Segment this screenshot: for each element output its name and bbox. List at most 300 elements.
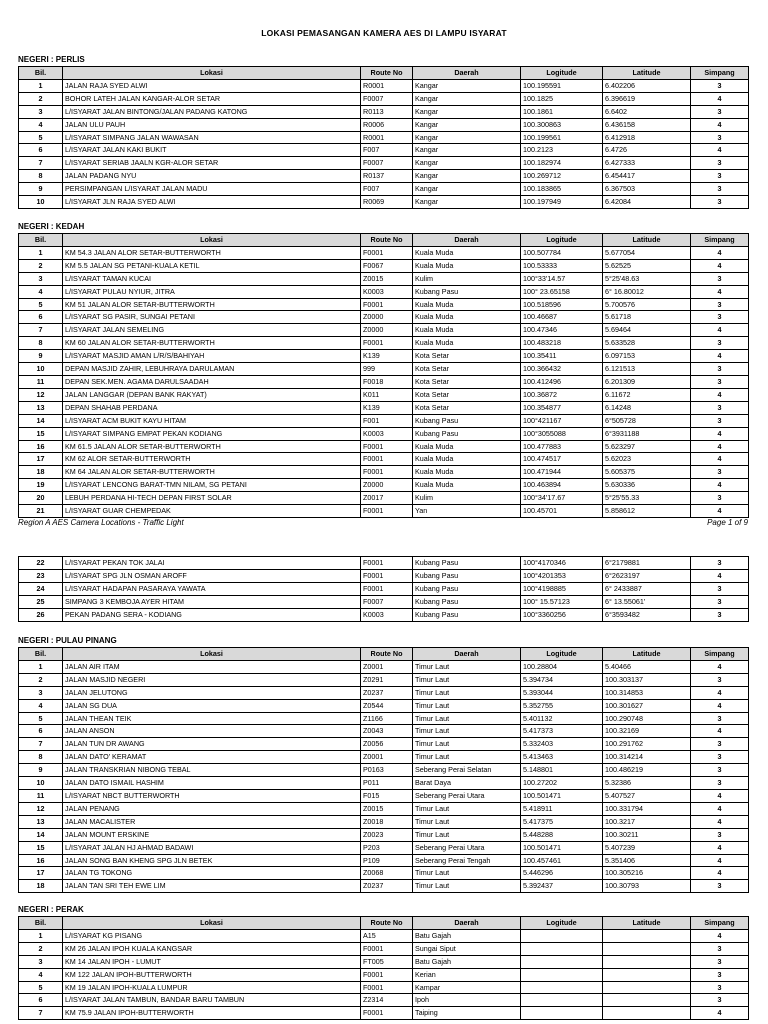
cell-simpang: 3 bbox=[691, 981, 749, 994]
cell-route-no: F0067 bbox=[361, 259, 413, 272]
cell-bil: 3 bbox=[19, 105, 63, 118]
cell-bil: 14 bbox=[19, 414, 63, 427]
column-header-lokasi: Lokasi bbox=[63, 234, 361, 247]
table-row bbox=[19, 686, 749, 699]
table-row bbox=[19, 994, 749, 1007]
cell-lokasi: DEPAN MASJID ZAHIR, LEBUHRAYA DARULAMAN bbox=[63, 363, 361, 376]
cell-latitude bbox=[603, 955, 691, 968]
table-row bbox=[19, 867, 749, 880]
cell-bil: 8 bbox=[19, 170, 63, 183]
cell-longitude: 100.53333 bbox=[521, 259, 603, 272]
column-header-bil: Bil. bbox=[19, 234, 63, 247]
table-row bbox=[19, 660, 749, 673]
cell-route-no: F0001 bbox=[361, 981, 413, 994]
cell-route-no: R0137 bbox=[361, 170, 413, 183]
cell-simpang: 3 bbox=[691, 337, 749, 350]
cell-daerah: Kuala Muda bbox=[413, 440, 521, 453]
cell-lokasi: JALAN AIR ITAM bbox=[63, 660, 361, 673]
cell-daerah: Timur Laut bbox=[413, 815, 521, 828]
table-row bbox=[19, 699, 749, 712]
column-header-longitude: Logitude bbox=[521, 234, 603, 247]
location-table bbox=[18, 233, 749, 518]
cell-lokasi: LEBUH PERDANA HI-TECH DEPAN FIRST SOLAR bbox=[63, 492, 361, 505]
cell-longitude bbox=[521, 942, 603, 955]
cell-daerah: Timur Laut bbox=[413, 660, 521, 673]
cell-daerah: Kota Setar bbox=[413, 375, 521, 388]
column-header-longitude: Logitude bbox=[521, 67, 603, 80]
cell-bil: 17 bbox=[19, 867, 63, 880]
cell-bil: 26 bbox=[19, 608, 63, 621]
cell-bil: 20 bbox=[19, 492, 63, 505]
cell-lokasi: JALAN THEAN TEIK bbox=[63, 712, 361, 725]
cell-route-no: Z0015 bbox=[361, 272, 413, 285]
cell-route-no: FT005 bbox=[361, 955, 413, 968]
cell-longitude: 100.1825 bbox=[521, 92, 603, 105]
cell-daerah: Kangar bbox=[413, 144, 521, 157]
table-row bbox=[19, 505, 749, 518]
cell-lokasi: JALAN MACALISTER bbox=[63, 815, 361, 828]
cell-latitude bbox=[603, 1007, 691, 1020]
cell-daerah: Kulim bbox=[413, 272, 521, 285]
column-header-simpang: Simpang bbox=[691, 234, 749, 247]
cell-latitude: 6° 13.55061' bbox=[603, 595, 691, 608]
cell-route-no: F001 bbox=[361, 414, 413, 427]
cell-bil: 9 bbox=[19, 183, 63, 196]
cell-daerah: Timur Laut bbox=[413, 867, 521, 880]
cell-latitude: 6.396619 bbox=[603, 92, 691, 105]
cell-route-no: P109 bbox=[361, 854, 413, 867]
negeri-heading: NEGERI : PERAK bbox=[18, 905, 84, 914]
cell-lokasi: JALAN LANGGAR (DEPAN BANK RAKYAT) bbox=[63, 388, 361, 401]
cell-daerah: Kubang Pasu bbox=[413, 414, 521, 427]
cell-daerah: Kangar bbox=[413, 79, 521, 92]
cell-daerah: Batu Gajah bbox=[413, 955, 521, 968]
cell-simpang: 4 bbox=[691, 699, 749, 712]
cell-daerah: Seberang Perai Utara bbox=[413, 841, 521, 854]
cell-simpang: 3 bbox=[691, 968, 749, 981]
cell-bil: 15 bbox=[19, 427, 63, 440]
cell-bil: 1 bbox=[19, 246, 63, 259]
table-row bbox=[19, 285, 749, 298]
cell-latitude: 6.367503 bbox=[603, 183, 691, 196]
table-row bbox=[19, 492, 749, 505]
cell-daerah: Timur Laut bbox=[413, 738, 521, 751]
cell-daerah: Timur Laut bbox=[413, 712, 521, 725]
column-header-latitude: Latitude bbox=[603, 648, 691, 661]
cell-simpang: 3 bbox=[691, 880, 749, 893]
cell-lokasi: KM 62 ALOR SETAR-BUTTERWORTH bbox=[63, 453, 361, 466]
cell-longitude: 100.28804 bbox=[521, 660, 603, 673]
cell-simpang: 4 bbox=[691, 867, 749, 880]
table-row bbox=[19, 388, 749, 401]
cell-latitude: 6°2623197 bbox=[603, 569, 691, 582]
section-kedah bbox=[18, 221, 748, 518]
cell-longitude: 100.354877 bbox=[521, 401, 603, 414]
cell-route-no: Z0017 bbox=[361, 492, 413, 505]
cell-daerah: Kangar bbox=[413, 183, 521, 196]
cell-lokasi: JALAN JELUTONG bbox=[63, 686, 361, 699]
cell-bil: 6 bbox=[19, 144, 63, 157]
table-row bbox=[19, 608, 749, 621]
cell-route-no: F0001 bbox=[361, 440, 413, 453]
table-row bbox=[19, 311, 749, 324]
cell-simpang: 4 bbox=[691, 324, 749, 337]
cell-route-no: K0003 bbox=[361, 608, 413, 621]
table-row bbox=[19, 105, 749, 118]
table-row bbox=[19, 981, 749, 994]
cell-longitude: 100.36872 bbox=[521, 388, 603, 401]
cell-lokasi: JALAN MASJID NEGERI bbox=[63, 673, 361, 686]
cell-longitude: 5.332403 bbox=[521, 738, 603, 751]
cell-bil: 13 bbox=[19, 401, 63, 414]
cell-bil: 2 bbox=[19, 92, 63, 105]
cell-daerah: Timur Laut bbox=[413, 686, 521, 699]
cell-longitude bbox=[521, 1007, 603, 1020]
section-perak bbox=[18, 904, 748, 1020]
table-row bbox=[19, 582, 749, 595]
cell-simpang: 3 bbox=[691, 994, 749, 1007]
cell-lokasi: JALAN PADANG NYU bbox=[63, 170, 361, 183]
table-row bbox=[19, 131, 749, 144]
cell-longitude: 100.1861 bbox=[521, 105, 603, 118]
cell-daerah: Kubang Pasu bbox=[413, 427, 521, 440]
table-row bbox=[19, 79, 749, 92]
table-row bbox=[19, 427, 749, 440]
negeri-heading: NEGERI : PERLIS bbox=[18, 55, 85, 64]
cell-simpang: 3 bbox=[691, 375, 749, 388]
cell-latitude: 5.605375 bbox=[603, 466, 691, 479]
cell-simpang: 3 bbox=[691, 712, 749, 725]
cell-lokasi: KM 64 JALAN ALOR SETAR-BUTTERWORTH bbox=[63, 466, 361, 479]
cell-bil: 18 bbox=[19, 880, 63, 893]
cell-latitude: 6°3931188 bbox=[603, 427, 691, 440]
table-row bbox=[19, 401, 749, 414]
table-row bbox=[19, 196, 749, 209]
cell-lokasi: KM 51 JALAN ALOR SETAR-BUTTERWORTH bbox=[63, 298, 361, 311]
cell-lokasi: KM 19 JALAN IPOH-KUALA LUMPUR bbox=[63, 981, 361, 994]
table-row bbox=[19, 453, 749, 466]
cell-lokasi: L/ISYARAT NBCT BUTTERWORTH bbox=[63, 789, 361, 802]
cell-lokasi: JALAN PENANG bbox=[63, 802, 361, 815]
table-row bbox=[19, 324, 749, 337]
cell-bil: 5 bbox=[19, 298, 63, 311]
cell-simpang: 4 bbox=[691, 1007, 749, 1020]
cell-bil: 21 bbox=[19, 505, 63, 518]
cell-bil: 24 bbox=[19, 582, 63, 595]
cell-longitude: 100.183865 bbox=[521, 183, 603, 196]
table-row bbox=[19, 815, 749, 828]
cell-latitude: 6.42084 bbox=[603, 196, 691, 209]
cell-daerah: Kuala Muda bbox=[413, 311, 521, 324]
cell-lokasi: L/ISYARAT MASJID AMAN L/R/S/BAHIYAH bbox=[63, 350, 361, 363]
cell-longitude: 100°4201353 bbox=[521, 569, 603, 582]
cell-longitude: 100°3360256 bbox=[521, 608, 603, 621]
cell-simpang: 3 bbox=[691, 582, 749, 595]
cell-latitude: 100.314853 bbox=[603, 686, 691, 699]
cell-lokasi: L/ISYARAT PEKAN TOK JALAI bbox=[63, 557, 361, 570]
table-header-row bbox=[19, 67, 749, 80]
cell-simpang: 4 bbox=[691, 246, 749, 259]
column-header-route-no: Route No bbox=[361, 234, 413, 247]
cell-latitude: 100.32169 bbox=[603, 725, 691, 738]
cell-daerah: Seberang Perai Utara bbox=[413, 789, 521, 802]
cell-latitude: 5°25'55.33 bbox=[603, 492, 691, 505]
cell-route-no: R0113 bbox=[361, 105, 413, 118]
cell-simpang: 3 bbox=[691, 777, 749, 790]
cell-lokasi: JALAN SONG BAN KHENG SPG JLN BETEK bbox=[63, 854, 361, 867]
cell-daerah: Kubang Pasu bbox=[413, 582, 521, 595]
cell-simpang: 4 bbox=[691, 854, 749, 867]
cell-longitude: 5.417373 bbox=[521, 725, 603, 738]
cell-longitude: 100.507784 bbox=[521, 246, 603, 259]
cell-longitude: 5.392437 bbox=[521, 880, 603, 893]
column-header-daerah: Daerah bbox=[413, 234, 521, 247]
cell-route-no: Z0000 bbox=[361, 324, 413, 337]
cell-route-no: Z0023 bbox=[361, 828, 413, 841]
column-header-lokasi: Lokasi bbox=[63, 917, 361, 930]
cell-route-no: F0001 bbox=[361, 968, 413, 981]
cell-latitude: 100.303137 bbox=[603, 673, 691, 686]
cell-route-no: F0001 bbox=[361, 582, 413, 595]
table-row bbox=[19, 414, 749, 427]
cell-simpang: 3 bbox=[691, 170, 749, 183]
cell-latitude: 6.097153 bbox=[603, 350, 691, 363]
column-header-bil: Bil. bbox=[19, 67, 63, 80]
table-row bbox=[19, 929, 749, 942]
cell-daerah: Kangar bbox=[413, 118, 521, 131]
cell-simpang: 4 bbox=[691, 350, 749, 363]
cell-longitude: 5.401132 bbox=[521, 712, 603, 725]
cell-daerah: Kuala Muda bbox=[413, 453, 521, 466]
cell-lokasi: DEPAN SEK.MEN. AGAMA DARULSAADAH bbox=[63, 375, 361, 388]
cell-lokasi: DEPAN SHAHAB PERDANA bbox=[63, 401, 361, 414]
cell-longitude: 100°33'14.57 bbox=[521, 272, 603, 285]
cell-lokasi: L/ISYARAT JALAN KAKI BUKIT bbox=[63, 144, 361, 157]
table-row bbox=[19, 337, 749, 350]
cell-longitude: 5.394734 bbox=[521, 673, 603, 686]
cell-simpang: 3 bbox=[691, 942, 749, 955]
cell-daerah: Timur Laut bbox=[413, 751, 521, 764]
cell-daerah: Kangar bbox=[413, 170, 521, 183]
cell-latitude bbox=[603, 981, 691, 994]
cell-bil: 3 bbox=[19, 272, 63, 285]
cell-simpang: 3 bbox=[691, 557, 749, 570]
cell-lokasi: PERSIMPANGAN L/ISYARAT JALAN MADU bbox=[63, 183, 361, 196]
cell-longitude: 100.501471 bbox=[521, 841, 603, 854]
cell-route-no: Z0000 bbox=[361, 479, 413, 492]
cell-simpang: 3 bbox=[691, 466, 749, 479]
cell-simpang: 4 bbox=[691, 259, 749, 272]
table-row bbox=[19, 802, 749, 815]
cell-longitude: 5.352755 bbox=[521, 699, 603, 712]
cell-longitude: 100.457461 bbox=[521, 854, 603, 867]
cell-latitude: 6°2179881 bbox=[603, 557, 691, 570]
cell-latitude: 6° 16.80012 bbox=[603, 285, 691, 298]
cell-lokasi: KM 122 JALAN IPOH-BUTTERWORTH bbox=[63, 968, 361, 981]
cell-latitude: 5.407239 bbox=[603, 841, 691, 854]
cell-longitude: 5.413463 bbox=[521, 751, 603, 764]
cell-daerah: Kangar bbox=[413, 131, 521, 144]
cell-daerah: Kota Setar bbox=[413, 401, 521, 414]
cell-daerah: Ipoh bbox=[413, 994, 521, 1007]
negeri-heading: NEGERI : KEDAH bbox=[18, 222, 85, 231]
cell-bil: 10 bbox=[19, 196, 63, 209]
cell-route-no: Z0068 bbox=[361, 867, 413, 880]
location-table bbox=[18, 647, 749, 893]
cell-lokasi: JALAN RAJA SYED ALWI bbox=[63, 79, 361, 92]
column-header-daerah: Daerah bbox=[413, 67, 521, 80]
cell-simpang: 3 bbox=[691, 764, 749, 777]
cell-daerah: Kota Setar bbox=[413, 388, 521, 401]
cell-longitude: 100° 23.65158 bbox=[521, 285, 603, 298]
cell-lokasi: PEKAN PADANG SERA - KODIANG bbox=[63, 608, 361, 621]
cell-simpang: 4 bbox=[691, 802, 749, 815]
cell-latitude: 6.412918 bbox=[603, 131, 691, 144]
cell-longitude: 100.477883 bbox=[521, 440, 603, 453]
page-number: Page 1 of 9 bbox=[707, 518, 748, 527]
footer-caption: Region A AES Camera Locations - Traffic Light bbox=[18, 518, 184, 527]
table-row bbox=[19, 880, 749, 893]
section-kedah-continued bbox=[18, 556, 748, 622]
cell-bil: 3 bbox=[19, 686, 63, 699]
cell-latitude: 6.4726 bbox=[603, 144, 691, 157]
table-row bbox=[19, 569, 749, 582]
cell-daerah: Kubang Pasu bbox=[413, 569, 521, 582]
cell-route-no: F0007 bbox=[361, 595, 413, 608]
table-row bbox=[19, 466, 749, 479]
cell-latitude: 6.436158 bbox=[603, 118, 691, 131]
cell-lokasi: L/ISYARAT GUAR CHEMPEDAK bbox=[63, 505, 361, 518]
cell-latitude: 6°505728 bbox=[603, 414, 691, 427]
cell-bil: 15 bbox=[19, 841, 63, 854]
cell-route-no: R0006 bbox=[361, 118, 413, 131]
cell-daerah: Timur Laut bbox=[413, 828, 521, 841]
cell-bil: 19 bbox=[19, 479, 63, 492]
cell-latitude bbox=[603, 942, 691, 955]
cell-daerah: Kangar bbox=[413, 92, 521, 105]
cell-route-no: Z2314 bbox=[361, 994, 413, 1007]
cell-latitude: 5.407527 bbox=[603, 789, 691, 802]
cell-latitude: 6°3593482 bbox=[603, 608, 691, 621]
section-pulau-pinang bbox=[18, 635, 748, 893]
cell-bil: 10 bbox=[19, 363, 63, 376]
cell-longitude: 100.46687 bbox=[521, 311, 603, 324]
table-row bbox=[19, 92, 749, 105]
cell-longitude: 5.148801 bbox=[521, 764, 603, 777]
cell-bil: 2 bbox=[19, 259, 63, 272]
cell-lokasi: KM 54.3 JALAN ALOR SETAR-BUTTERWORTH bbox=[63, 246, 361, 259]
cell-route-no: Z0544 bbox=[361, 699, 413, 712]
cell-simpang: 4 bbox=[691, 686, 749, 699]
cell-latitude: 5.858612 bbox=[603, 505, 691, 518]
cell-lokasi: L/ISYARAT SIMPANG EMPAT PEKAN KODIANG bbox=[63, 427, 361, 440]
cell-route-no: F0001 bbox=[361, 298, 413, 311]
cell-longitude: 100.199561 bbox=[521, 131, 603, 144]
cell-lokasi: L/ISYARAT SG PASIR, SUNGAI PETANI bbox=[63, 311, 361, 324]
table-row bbox=[19, 968, 749, 981]
table-row bbox=[19, 712, 749, 725]
cell-route-no: P203 bbox=[361, 841, 413, 854]
cell-route-no: Z0043 bbox=[361, 725, 413, 738]
cell-bil: 6 bbox=[19, 725, 63, 738]
cell-longitude: 100°3055088 bbox=[521, 427, 603, 440]
cell-daerah: Kuala Muda bbox=[413, 466, 521, 479]
cell-route-no: P011 bbox=[361, 777, 413, 790]
table-row bbox=[19, 942, 749, 955]
table-row bbox=[19, 673, 749, 686]
cell-daerah: Kulim bbox=[413, 492, 521, 505]
cell-route-no: F0007 bbox=[361, 157, 413, 170]
cell-route-no: K139 bbox=[361, 350, 413, 363]
table-row bbox=[19, 363, 749, 376]
cell-lokasi: JALAN DATO ISMAIL HASHIM bbox=[63, 777, 361, 790]
cell-lokasi: KM 14 JALAN IPOH - LUMUT bbox=[63, 955, 361, 968]
cell-route-no: F0018 bbox=[361, 375, 413, 388]
cell-simpang: 4 bbox=[691, 144, 749, 157]
cell-daerah: Sungai Siput bbox=[413, 942, 521, 955]
cell-lokasi: L/ISYARAT ACM BUKIT KAYU HITAM bbox=[63, 414, 361, 427]
cell-daerah: Barat Daya bbox=[413, 777, 521, 790]
cell-lokasi: JALAN TAN SRI TEH EWE LIM bbox=[63, 880, 361, 893]
column-header-simpang: Simpang bbox=[691, 67, 749, 80]
column-header-bil: Bil. bbox=[19, 648, 63, 661]
cell-simpang: 3 bbox=[691, 272, 749, 285]
table-row bbox=[19, 841, 749, 854]
cell-route-no: 999 bbox=[361, 363, 413, 376]
cell-daerah: Kerian bbox=[413, 968, 521, 981]
cell-longitude: 100°421167 bbox=[521, 414, 603, 427]
cell-latitude: 100.486219 bbox=[603, 764, 691, 777]
cell-lokasi: KM 26 JALAN IPOH KUALA KANGSAR bbox=[63, 942, 361, 955]
cell-simpang: 4 bbox=[691, 660, 749, 673]
cell-lokasi: BOHOR LATEH JALAN KANGAR-ALOR SETAR bbox=[63, 92, 361, 105]
cell-simpang: 4 bbox=[691, 841, 749, 854]
table-row bbox=[19, 298, 749, 311]
cell-lokasi: L/ISYARAT KG PISANG bbox=[63, 929, 361, 942]
negeri-heading: NEGERI : PULAU PINANG bbox=[18, 636, 117, 645]
cell-route-no: F0001 bbox=[361, 246, 413, 259]
cell-lokasi: JALAN SG DUA bbox=[63, 699, 361, 712]
cell-lokasi: L/ISYARAT PULAU NYIUR, JITRA bbox=[63, 285, 361, 298]
cell-route-no: Z0000 bbox=[361, 311, 413, 324]
cell-latitude: 100.301627 bbox=[603, 699, 691, 712]
cell-route-no: Z0001 bbox=[361, 660, 413, 673]
cell-route-no: Z0056 bbox=[361, 738, 413, 751]
document-title: LOKASI PEMASANGAN KAMERA AES DI LAMPU ISYARAT bbox=[261, 28, 507, 38]
cell-bil: 16 bbox=[19, 854, 63, 867]
cell-route-no: P0163 bbox=[361, 764, 413, 777]
cell-lokasi: L/ISYARAT JALAN HJ AHMAD BADAWI bbox=[63, 841, 361, 854]
cell-longitude: 100.300863 bbox=[521, 118, 603, 131]
column-header-route-no: Route No bbox=[361, 917, 413, 930]
cell-latitude: 5.700576 bbox=[603, 298, 691, 311]
cell-bil: 6 bbox=[19, 311, 63, 324]
cell-longitude: 100.35411 bbox=[521, 350, 603, 363]
cell-longitude: 100° 15.57123 bbox=[521, 595, 603, 608]
cell-simpang: 4 bbox=[691, 929, 749, 942]
cell-bil: 12 bbox=[19, 388, 63, 401]
cell-longitude: 100.483218 bbox=[521, 337, 603, 350]
cell-bil: 5 bbox=[19, 981, 63, 994]
cell-latitude: 6.454417 bbox=[603, 170, 691, 183]
cell-bil: 12 bbox=[19, 802, 63, 815]
location-table bbox=[18, 556, 749, 622]
cell-route-no: F0001 bbox=[361, 505, 413, 518]
cell-simpang: 3 bbox=[691, 608, 749, 621]
cell-bil: 7 bbox=[19, 157, 63, 170]
cell-latitude: 100.314214 bbox=[603, 751, 691, 764]
cell-route-no: F0007 bbox=[361, 92, 413, 105]
